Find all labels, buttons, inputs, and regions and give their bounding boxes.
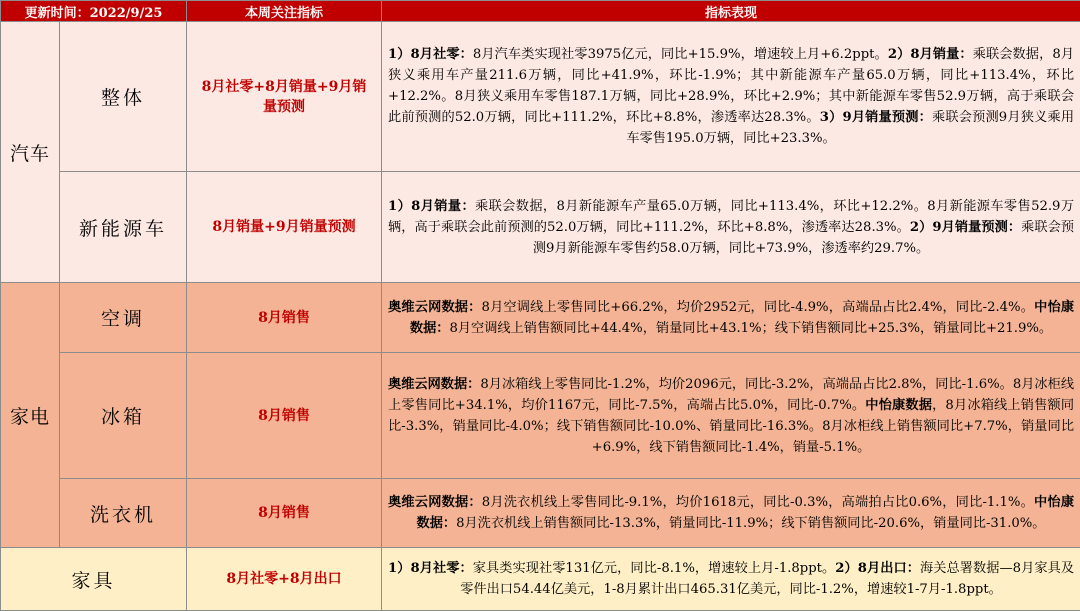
performance-overall xyxy=(382,22,1080,172)
performance-lead: 1）8月销量： xyxy=(388,199,475,214)
subcategory-overall: 整体 xyxy=(60,22,187,172)
furniture-row xyxy=(1,548,1080,611)
performance-lead: 奥维云网数据： xyxy=(388,300,482,315)
subcategory-ac: 空调 xyxy=(60,283,187,353)
performance-lead: 中怡康数据 xyxy=(865,398,932,413)
update-time-header: 更新时间：2022/9/25 xyxy=(1,1,187,22)
auto-overall-row xyxy=(1,22,1080,172)
performance-text: 8月洗衣机线上零售同比-9.1%，均价1618元，同比-0.3%，高端拍占比0.6%，同比-1.1%。 xyxy=(482,495,1034,510)
performance-text: 8月汽车类实现社零3975亿元，同比+15.9%，增速较上月+6.2ppt。 xyxy=(473,47,888,62)
performance-lead: 中怡康数据： xyxy=(410,300,1074,336)
appliance-washer-row xyxy=(1,479,1080,548)
auto-nev-row xyxy=(1,172,1080,283)
performance-text: 8月空调线上零售同比+66.2%，均价2952元，同比-4.9%，高端品占比2.4%，同比-2.4%。 xyxy=(482,300,1035,315)
performance-text: ，8月冰箱线上销售额同比-3.3%，销量同比-4.0%；线下销售额同比-10.0%、销量同比-16.3%。8月冰柜线上销售额同比+7.7%，销量同比+6.9%，线下销售额同比-1.4%，销量-5.1%。 xyxy=(388,398,1074,455)
performance-text: 乘联会数据，8月新能源车产量65.0万辆，同比+113.4%，环比+12.2%。8月新能源车零售52.9万辆，高于乘联会此前预测的52.0万辆，同比+111.2%，环比+8.8%，渗透率达28.3%。 xyxy=(388,199,1074,235)
performance-washer xyxy=(382,479,1080,548)
performance-text: 家具类实现社零131亿元，同比-8.1%，增速较上月-1.8ppt。 xyxy=(473,561,836,576)
performance-lead: 1）8月社零： xyxy=(388,561,473,576)
performance-lead: 1）8月社零： xyxy=(388,47,473,62)
performance-text: 乘联会预测9月狭义乘用车零售195.0万辆，同比+23.3%。 xyxy=(626,110,1074,146)
indicator-furniture: 8月社零+8月出口 xyxy=(187,548,382,611)
performance-column-header: 指标表现 xyxy=(382,1,1080,22)
indicator-ac: 8月销售 xyxy=(187,283,382,353)
subcategory-fridge: 冰箱 xyxy=(60,353,187,479)
subcategory-nev: 新能源车 xyxy=(60,172,187,283)
performance-lead: 奥维云网数据： xyxy=(388,377,480,392)
indicator-overall: 8月社零+8月销量+9月销量预测 xyxy=(187,22,382,172)
performance-lead: 3）9月销量预测： xyxy=(820,110,932,125)
indicator-washer: 8月销售 xyxy=(187,479,382,548)
category-furniture: 家具 xyxy=(1,548,187,611)
performance-text: 乘联会预测9月新能源车零售约58.0万辆，同比+73.9%，渗透率约29.7%。 xyxy=(533,220,1074,256)
indicator-column-header: 本周关注指标 xyxy=(187,1,382,22)
category-appliance: 家电 xyxy=(1,283,60,548)
header-row xyxy=(1,1,1080,22)
performance-lead: 奥维云网数据： xyxy=(388,495,482,510)
appliance-ac-row xyxy=(1,283,1080,353)
performance-fridge xyxy=(382,353,1080,479)
appliance-fridge-row xyxy=(1,353,1080,479)
indicator-nev: 8月销量+9月销量预测 xyxy=(187,172,382,283)
performance-lead: 中怡康数据： xyxy=(417,495,1075,531)
performance-text: 乘联会数据，8月狭义乘用车产量211.6万辆，同比+41.9%，环比-1.9%；其中新能源车产量65.0万辆，同比+113.4%，环比+12.2%。8月狭义乘用车零售187.1万辆，同比+28.9%，环比+2.9%；其中新能源车零售52.9万辆，高于乘联会此前预测的52.0万辆，同比+111.2%，环比+8.8%，渗透率达28.3%。 xyxy=(388,47,1074,125)
performance-lead: 2）8月销量： xyxy=(888,47,973,62)
performance-text: 海关总署数据—8月家具及零件出口54.44亿美元，1-8月累计出口465.31亿美元，同比-1.2%，增速较1-7月-1.8ppt。 xyxy=(460,561,1074,597)
performance-nev xyxy=(382,172,1080,283)
performance-text: 8月洗衣机线上销售额同比-13.3%，销量同比-11.9%；线下销售额同比-20.6%，销量同比-31.0%。 xyxy=(456,516,1045,531)
performance-lead: 2）9月销量预测： xyxy=(910,220,1021,235)
performance-text: 8月空调线上销售额同比+44.4%，销量同比+43.1%；线下销售额同比+25.3%，销量同比+21.9%。 xyxy=(449,321,1052,336)
performance-lead: 2）8月出口： xyxy=(835,561,920,576)
performance-furniture xyxy=(382,548,1080,611)
category-auto: 汽车 xyxy=(1,22,60,283)
subcategory-washer: 洗衣机 xyxy=(60,479,187,548)
performance-text: 8月冰箱线上零售同比-1.2%，均价2096元，同比-3.2%，高端品占比2.8%，同比-1.6%。8月冰柜线上零售同比+34.1%，均价1167元，同比-7.5%，高端占比5.0%，同比-0.7%。 xyxy=(388,377,1074,413)
indicator-fridge: 8月销售 xyxy=(187,353,382,479)
performance-ac xyxy=(382,283,1080,353)
